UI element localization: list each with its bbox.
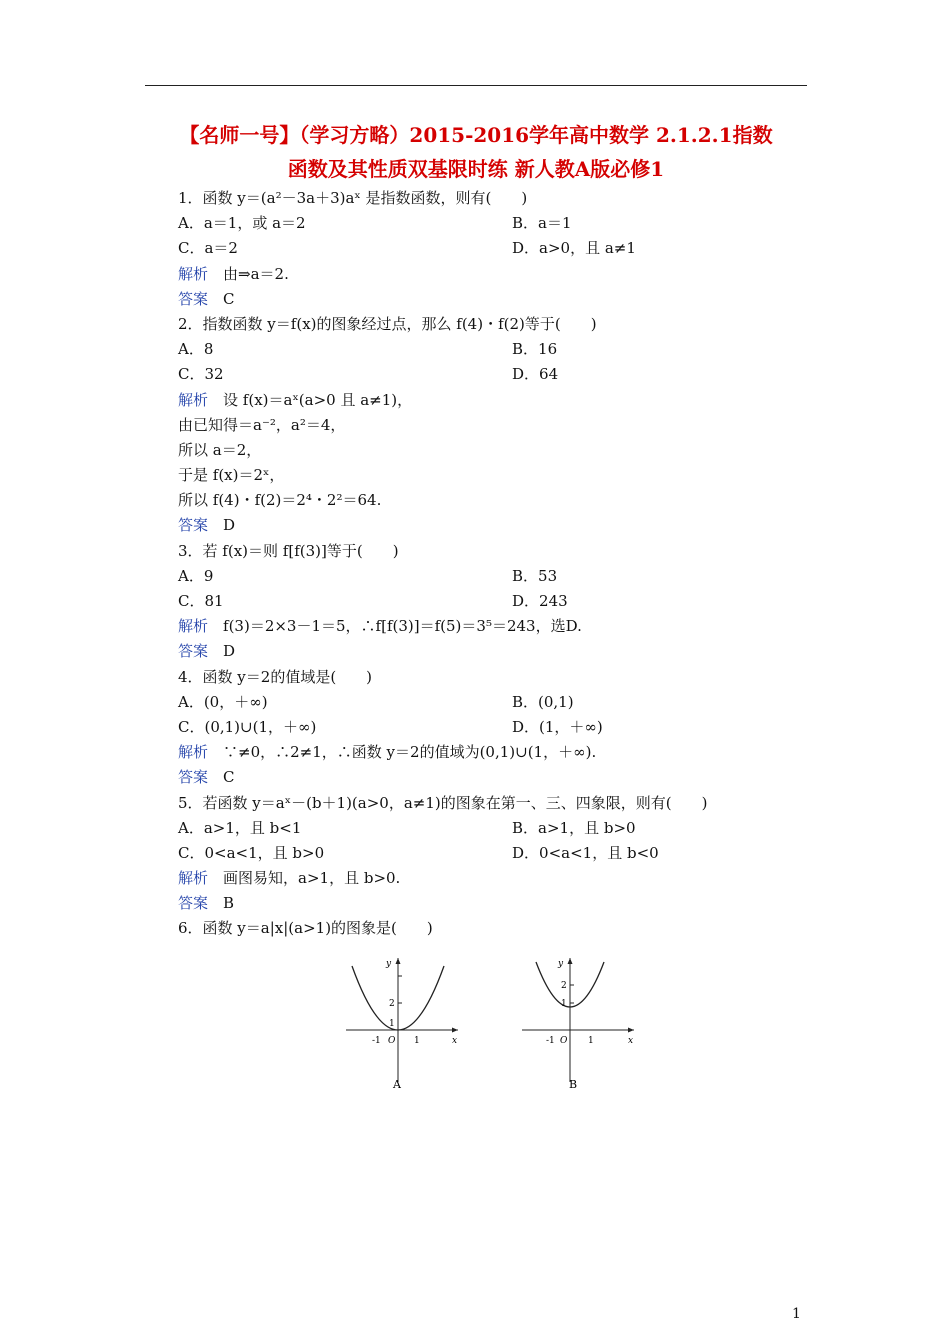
text-line-left [178,337,213,362]
text-line-content: f(3)＝2×3－1＝5，∴f[f(3)]＝f(5)＝3⁵＝243，选D. [208,617,582,636]
graph-b-origin: O [560,1035,568,1046]
text-line-content: 3．若 f(x)＝则 f[f(3)]等于( ) [178,541,399,560]
text-line-content: C [208,289,235,308]
text-line [178,589,818,614]
graph-b-ytick-2: 2 [561,980,567,991]
doc-title-line-2: 函数及其性质双基限时练 新人教A版必修1 [287,157,665,181]
text-line [178,211,818,236]
solution-tag: 答案 [178,289,209,308]
text-line [178,463,818,488]
text-line-left [178,312,597,337]
text-line-content: A．a＝1，或 a＝2 [178,214,306,233]
graph-a-svg [342,952,462,1092]
text-line-left [178,614,582,639]
text-line [178,841,818,866]
text-line-left [178,564,213,589]
text-line [178,513,818,538]
text-line-content: C．81 [178,592,224,610]
text-line [178,816,818,841]
text-line-content: 5．若函数 y＝aˣ－(b＋1)(a>0，a≠1)的图象在第一、三、四象限，则有( ) [178,793,708,812]
header-rule [145,85,807,86]
solution-tag: 答案 [178,768,209,787]
graph-a-x-label: x [452,1035,458,1046]
solution-tag: 答案 [178,516,209,535]
text-line-left [178,438,261,463]
text-line-content: C [208,768,235,787]
text-line [178,916,818,941]
text-line-left [178,236,238,261]
text-lines [178,186,818,942]
text-line-left [178,413,345,438]
graph-a-xtick-neg: -1 [372,1035,381,1046]
text-line-content: C．32 [178,365,224,384]
text-line-content: 2．指数函数 y＝f(x)的图象经过点，那么 f(4)・f(2)等于( ) [178,314,597,333]
text-line-right: D．64 [512,365,559,384]
text-line-content: 所以 a＝2， [178,440,262,459]
page-number: 1 [792,1306,801,1322]
text-line [178,312,818,337]
graph-a-caption: A [393,1077,401,1091]
text-line-content: 所以 f(4)・f(2)＝2⁴・2²＝64. [178,491,382,510]
text-line-left [178,262,289,287]
text-line-right: B．(0,1) [512,692,574,711]
text-line [178,262,818,287]
text-line-right: B．a>1，且 b>0 [512,818,636,837]
text-line [178,866,818,891]
text-line-left [178,639,235,664]
doc-title-line-1: 【名师一号】（学习方略）2015-2016学年高中数学 2.1.2.1指数 [179,123,773,147]
text-line-content: 6．函数 y＝a|x|(a>1)的图象是( ) [178,919,433,938]
graph-b-ytick-1: 1 [561,998,567,1009]
text-line-content: 画图易知，a>1，且 b>0. [208,869,401,888]
graph-b-x-label: x [628,1035,634,1046]
text-line-right: D．a>0，且 a≠1 [512,239,636,258]
graph-a-origin: O [388,1035,396,1046]
text-line-content: C．0<a<1，且 b>0 [178,843,325,862]
graph-b-xtick-pos: 1 [588,1035,594,1046]
text-line-right: D．(1，＋∞) [512,717,603,736]
text-line-content: D [208,642,236,661]
text-line [178,715,818,740]
text-line [178,740,818,765]
text-line-left [178,513,235,538]
graph-a-y-label: y [386,958,392,969]
solution-tag: 解析 [178,617,209,636]
text-line-left [178,740,596,765]
solution-tag: 解析 [178,264,209,283]
text-line [178,388,818,413]
graph-b-xtick-neg: -1 [546,1035,555,1046]
text-line [178,236,818,261]
text-line-right: B．53 [512,566,558,585]
solution-tag: 答案 [178,894,209,913]
text-line-right: B．16 [512,340,558,359]
text-line-content: C．(0,1)∪(1，＋∞) [178,717,317,736]
text-line-left [178,715,316,740]
text-line [178,287,818,312]
text-line [178,362,818,387]
text-line [178,186,818,211]
text-line [178,438,818,463]
text-line-content: D [208,516,236,535]
graph-option-a [342,952,462,1096]
graph-a-xtick-pos: 1 [414,1035,420,1046]
text-line-content: 于是 f(x)＝2ˣ， [178,466,285,485]
text-line [178,639,818,664]
graph-a-ytick-2: 2 [389,998,395,1009]
text-line-left [178,211,306,236]
text-line [178,564,818,589]
text-line-content: A．(0，＋∞) [178,692,268,711]
text-line-content: A．8 [178,340,214,359]
text-line-content: A．9 [178,566,214,585]
solution-tag: 答案 [178,642,209,661]
graph-b-y-label: y [558,958,564,969]
text-line-left [178,463,284,488]
text-line-content: B [208,894,235,913]
text-line-right: B．a＝1 [512,214,572,233]
text-line-content: 由已知得＝a⁻²，a²＝4， [178,415,346,434]
text-line-left [178,287,235,312]
text-line-content: A．a>1，且 b<1 [178,818,302,837]
text-line-left [178,388,412,413]
graph-b-svg [518,952,638,1092]
text-line-left [178,488,381,513]
text-line-left [178,665,372,690]
text-line-left [178,539,399,564]
graph-option-b [518,952,638,1096]
text-line-left [178,791,707,816]
text-line-left [178,589,224,614]
graph-options [178,942,818,1102]
text-line [178,891,818,916]
text-line-left [178,841,324,866]
text-line-content: 4．函数 y＝2的值域是( ) [178,667,373,686]
text-line [178,791,818,816]
text-line-left [178,690,268,715]
text-line-left [178,916,433,941]
text-line [178,665,818,690]
question-body [178,186,818,1102]
graph-b-caption: B [569,1077,578,1091]
text-line [178,337,818,362]
text-line-content: 1．函数 y＝(a²－3a＋3)aˣ 是指数函数，则有( ) [178,189,528,207]
graph-a-ytick-1: 1 [389,1018,395,1029]
text-line [178,614,818,639]
text-line-content: C．a＝2 [178,239,238,258]
text-line-content: ∵≠0，∴2≠1，∴函数 y＝2的值域为(0,1)∪(1，＋∞). [208,743,597,762]
text-line [178,765,818,790]
text-line-left [178,765,235,790]
text-line-content: 设 f(x)＝aˣ(a>0 且 a≠1)， [208,390,413,409]
text-line-right: D．243 [512,592,568,610]
text-line-left [178,891,234,916]
solution-tag: 解析 [178,390,209,409]
text-line [178,488,818,513]
text-line-left [178,866,400,891]
solution-tag: 解析 [178,869,209,888]
text-line-right: D．0<a<1，且 b<0 [512,843,659,862]
text-line-content: 由⇒a＝2. [208,264,289,283]
solution-tag: 解析 [178,743,209,762]
text-line-left [178,186,527,211]
text-line [178,539,818,564]
text-line [178,690,818,715]
text-line-left [178,816,301,841]
text-line-left [178,362,224,387]
text-line [178,413,818,438]
